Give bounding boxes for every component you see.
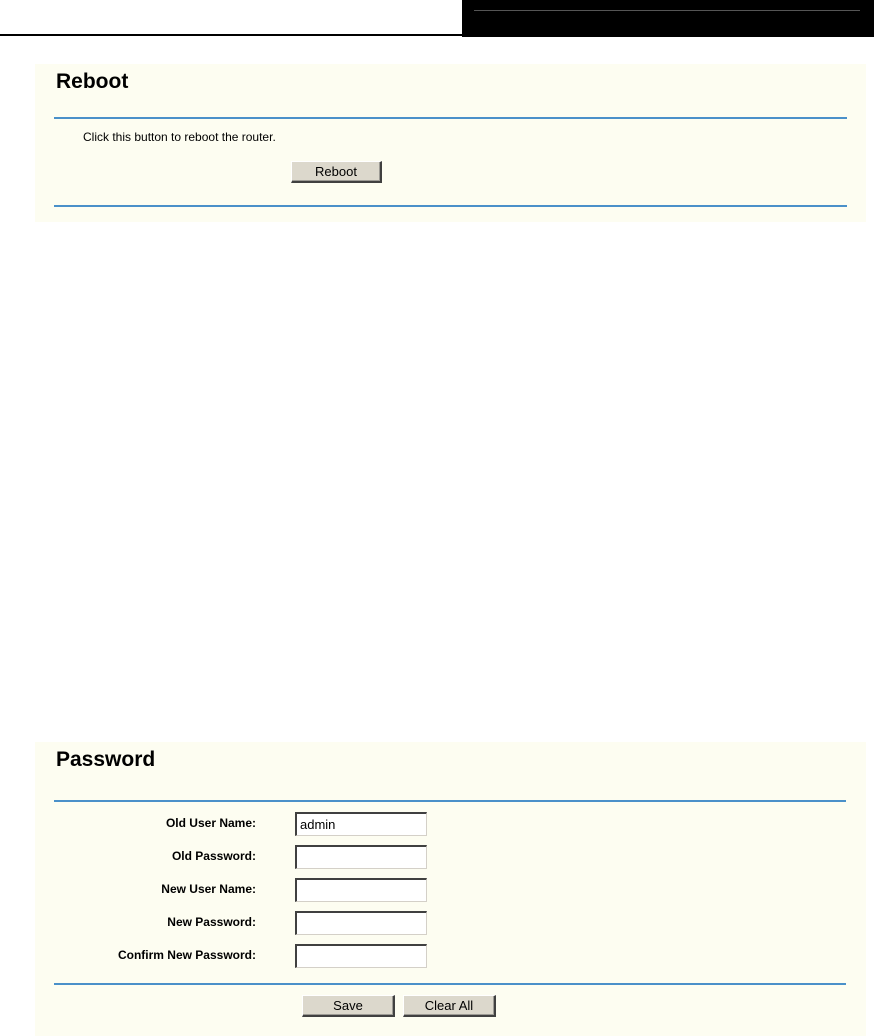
password-bottom-divider [54, 983, 846, 985]
reboot-panel [35, 64, 866, 222]
header-rule [0, 34, 462, 36]
save-button[interactable]: Save [302, 995, 395, 1017]
new-user-name-label: New User Name: [161, 882, 256, 896]
new-password-input[interactable] [295, 911, 427, 935]
clear-all-button[interactable]: Clear All [403, 995, 496, 1017]
reboot-bottom-divider [54, 205, 847, 207]
old-password-label: Old Password: [171, 849, 256, 863]
old-password-row [35, 845, 866, 871]
confirm-new-password-input[interactable] [295, 944, 427, 968]
header-banner [462, 0, 874, 37]
old-user-name-input[interactable] [295, 812, 427, 836]
reboot-description: Click this button to reboot the router. [83, 130, 276, 144]
confirm-new-password-row [35, 944, 866, 970]
reboot-button[interactable]: Reboot [291, 161, 382, 183]
new-user-name-row [35, 878, 866, 904]
password-top-divider [54, 800, 846, 802]
confirm-new-password-label: Confirm New Password: [117, 948, 256, 962]
new-password-label: New Password: [167, 915, 256, 929]
password-panel [35, 742, 866, 1036]
reboot-top-divider [54, 117, 847, 119]
new-password-row [35, 911, 866, 937]
old-user-name-row [35, 812, 866, 838]
new-user-name-input[interactable] [295, 878, 427, 902]
header-inner-rule [474, 10, 860, 11]
reboot-title: Reboot [56, 70, 129, 93]
old-user-name-label: Old User Name: [165, 816, 256, 830]
password-title: Password [56, 748, 156, 771]
old-password-input[interactable] [295, 845, 427, 869]
